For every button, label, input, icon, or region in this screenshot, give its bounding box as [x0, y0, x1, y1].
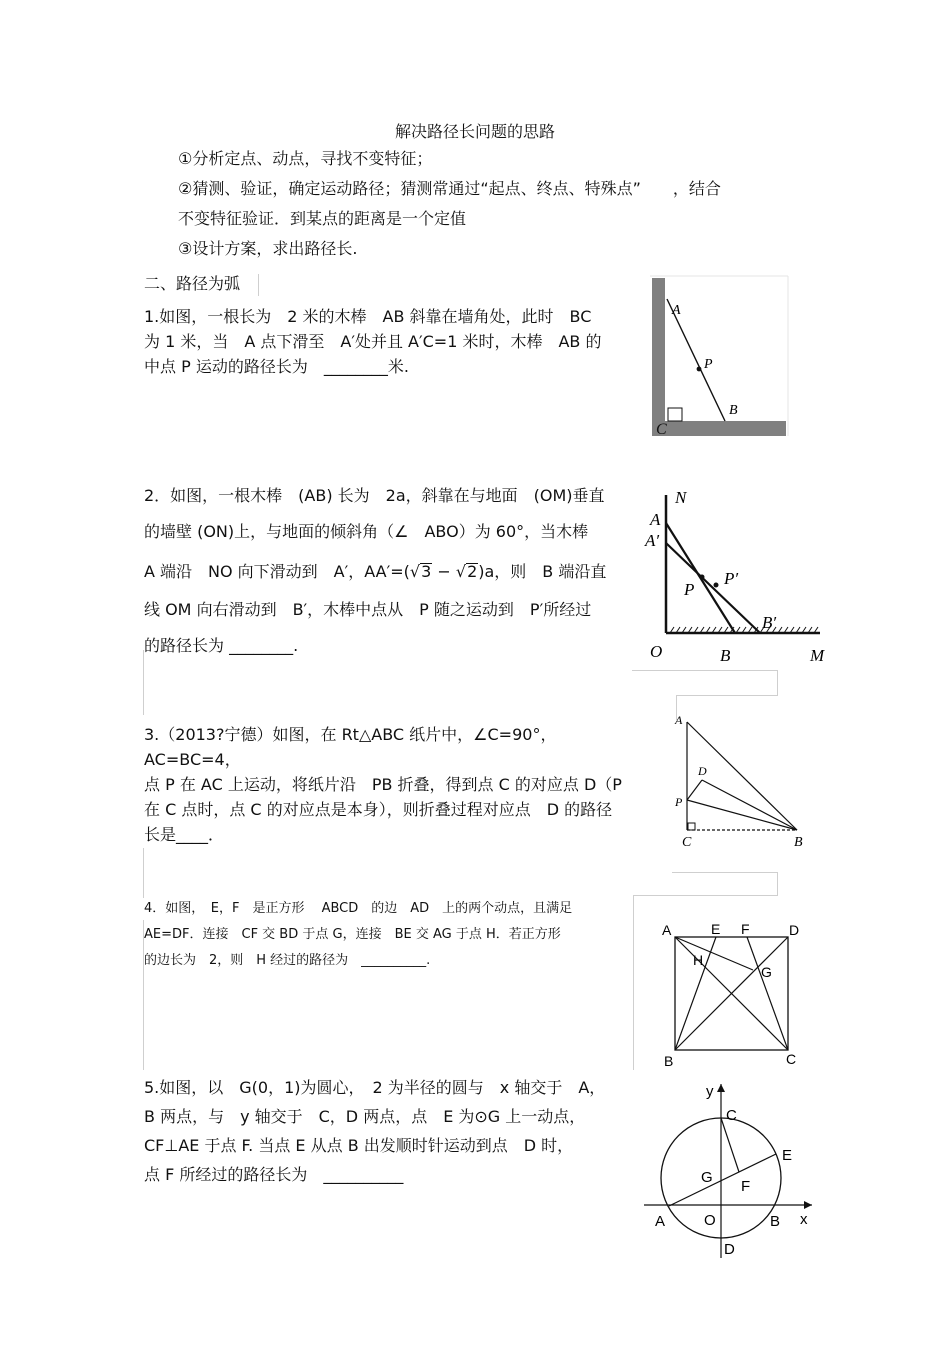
label-d: D — [698, 764, 707, 778]
question-3-line: 长是____． — [144, 825, 225, 844]
divider — [143, 650, 144, 715]
question-3-line: 3.（2013?宁德）如图，在 Rt△ABC 纸片中，∠C=90°，AC=BC=4， — [144, 725, 557, 769]
label-a: A — [655, 1213, 666, 1230]
question-5-line: 点 F 所经过的路径长为 __________ — [144, 1165, 404, 1184]
wall — [652, 278, 665, 436]
question-3-line: 在 C 点时，点 C 的对应点是本身），则折叠过程对应点 D 的路径 — [144, 800, 613, 819]
label-b-prime: B′ — [762, 613, 777, 632]
right-angle-mark — [688, 823, 695, 830]
question-1-line: 中点 P 运动的路径长为 ________米. — [144, 357, 409, 376]
label-d: D — [724, 1241, 735, 1258]
label-a: A — [662, 922, 672, 938]
label-o: O — [650, 642, 663, 661]
question-2-line: 线 OM 向右滑动到 B′，木棒中点从 P 随之运动到 P′所经过 — [144, 600, 592, 619]
question-2-text: )a，则 B 端沿直 — [478, 562, 607, 581]
question-4-line: 4．如图， E，F 是正方形 ABCD 的边 AD 上的两个动点，且满足 — [144, 901, 573, 916]
question-2 — [144, 478, 634, 664]
label-p: P — [704, 357, 713, 372]
label-c: C — [726, 1107, 737, 1124]
question-4-line: AE=DF．连接 CF 交 BD 于点 G，连接 BE 交 AG 于点 H．若正方形 — [144, 927, 561, 942]
page-title: 解决路径长问题的思路 — [394, 122, 555, 141]
divider — [676, 695, 778, 696]
point-p2 — [714, 583, 719, 588]
label-y: y — [706, 1083, 714, 1100]
chord-ae — [669, 1154, 776, 1206]
label-h: H — [693, 952, 704, 968]
fold-pb — [687, 800, 797, 830]
label-p: P — [675, 795, 683, 809]
point-p — [700, 575, 705, 580]
label-c: C — [656, 421, 667, 438]
question-1-line: 为 1 米，当 A 点下滑至 A′处并且 A′C=1 米时，木棒 AB 的 — [144, 332, 602, 351]
question-5 — [144, 1073, 634, 1189]
question-2-line: 的墙壁 (ON)上，与地面的倾斜角（∠ ABO）为 60°，当木棒 — [144, 522, 589, 541]
question-2-line: 的路径长为 ________. — [144, 636, 299, 655]
floor — [652, 421, 786, 436]
right-angle-mark — [668, 408, 682, 421]
label-g: G — [761, 964, 772, 980]
label-o: O — [704, 1212, 716, 1229]
divider — [143, 920, 144, 1070]
label-a-prime: A′ — [645, 531, 660, 550]
tip-2-continued: 不变特征验证．到某点的距离是一个定值 — [178, 209, 467, 228]
question-5-line: CF⊥AE 于点 F. 当点 E 从点 B 出发顺时针运动到点 D 时， — [144, 1136, 574, 1155]
tip-1: ①分析定点、动点，寻找不变特征； — [178, 149, 433, 168]
question-3-line: 点 P 在 AC 上运动，将纸片沿 PB 折叠，得到点 C 的对应点 D（P — [144, 775, 622, 794]
sqrt-symbol: √ — [455, 562, 467, 581]
label-b: B — [720, 646, 731, 665]
question-4-line: 的边长为 2，则 H 经过的路径为 __________. — [144, 953, 431, 968]
question-1-line: 1.如图，一根长为 2 米的木棒 AB 斜靠在墙角处，此时 BC — [144, 307, 592, 326]
figure-1-ladder — [640, 276, 795, 441]
figure-2-sliding-stick — [632, 485, 832, 695]
label-p-prime: P′ — [724, 569, 739, 588]
label-c: C — [682, 835, 692, 850]
point-p — [697, 367, 702, 372]
label-c: C — [786, 1051, 797, 1067]
question-2-text: A 端沿 NO 向下滑动到 A′，AA′=( — [144, 562, 410, 581]
label-n: N — [675, 488, 687, 507]
label-a: A — [675, 713, 683, 727]
question-1 — [144, 304, 634, 379]
divider — [777, 872, 778, 896]
section-heading: 二、路径为弧 — [144, 274, 241, 293]
sqrt-2: 2 — [467, 562, 478, 581]
segment-cf — [747, 937, 788, 1050]
label-b: B — [729, 403, 738, 418]
sqrt-symbol: √ — [409, 562, 421, 581]
label-m: M — [810, 646, 825, 665]
label-b: B — [794, 835, 803, 850]
question-5-line: B 两点，与 y 轴交于 C，D 两点，点 E 为⊙G 上一动点， — [144, 1107, 586, 1126]
y-axis-arrow — [717, 1084, 725, 1092]
label-f: F — [741, 921, 750, 937]
figure-5-circle — [640, 1078, 820, 1263]
divider — [632, 670, 778, 671]
label-d: D — [789, 922, 800, 938]
tip-3: ③设计方案，求出路径长. — [178, 239, 358, 258]
segment-pd — [687, 780, 702, 800]
stick-a2b2 — [666, 543, 760, 633]
label-a: A — [672, 303, 681, 318]
section-divider — [258, 274, 259, 296]
question-4 — [144, 896, 634, 974]
label-f: F — [741, 1178, 751, 1195]
figure-4-square — [655, 915, 810, 1075]
label-b: B — [664, 1053, 674, 1069]
question-5-line: 5.如图，以 G(0，1)为圆心， 2 为半径的圆与 x 轴交于 A， — [144, 1078, 606, 1097]
label-p: P — [684, 580, 695, 599]
label-e: E — [782, 1147, 793, 1164]
label-e: E — [711, 921, 721, 937]
question-2-line — [144, 554, 634, 590]
divider — [672, 872, 778, 873]
sqrt-3: 3 — [421, 562, 432, 581]
divider — [777, 670, 778, 696]
label-g: G — [701, 1169, 713, 1186]
segment-db — [702, 780, 797, 830]
segment-cf — [721, 1118, 739, 1172]
label-b: B — [770, 1213, 781, 1230]
label-a: A — [650, 510, 661, 529]
divider — [143, 848, 144, 898]
question-3 — [144, 722, 634, 847]
x-axis-arrow — [804, 1201, 812, 1209]
divider — [633, 895, 778, 896]
tip-2: ②猜测、验证，确定运动路径；猜测常通过“起点、终点、特殊点” ，结合 — [178, 179, 721, 198]
question-2-line: 2．如图，一根木棒 (AB) 长为 2a，斜靠在与地面 (OM)垂直 — [144, 486, 605, 505]
label-x: x — [800, 1211, 808, 1228]
minus-sign: − — [432, 562, 456, 581]
figure-3-folding — [672, 712, 812, 857]
